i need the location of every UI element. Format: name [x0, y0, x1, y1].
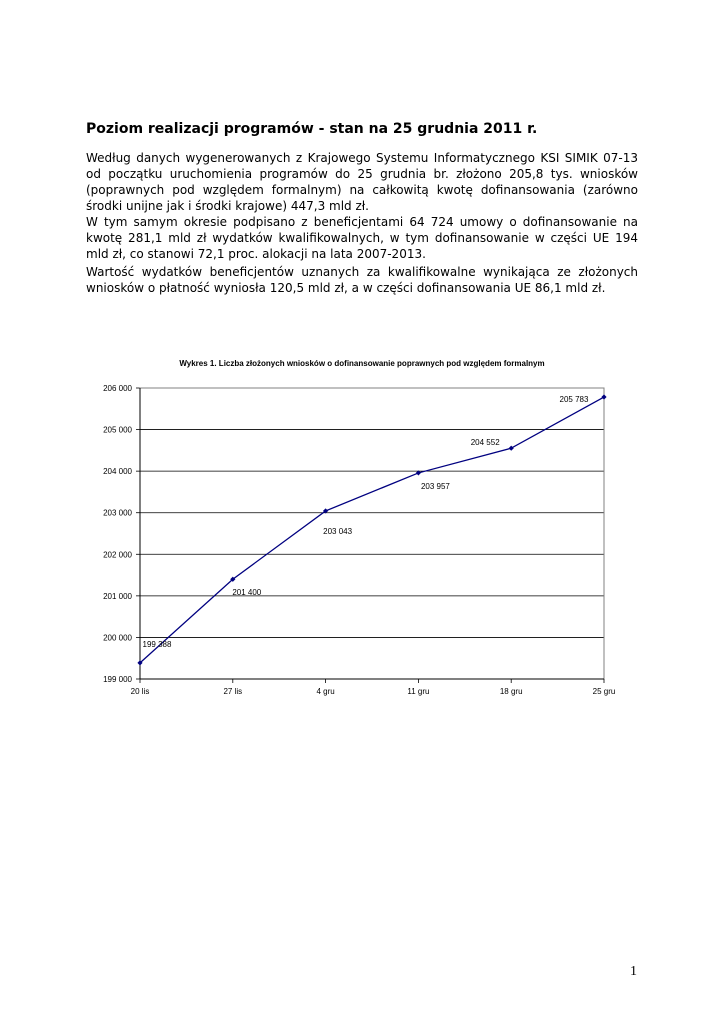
data-label: 199 388	[142, 639, 172, 649]
data-label: 201 400	[232, 588, 262, 598]
y-tick-label: 199 000	[103, 675, 132, 684]
x-tick-label: 11 gru	[407, 687, 430, 696]
chart-title: Wykres 1. Liczba złożonych wniosków o dofinansowanie poprawnych pod względem formalnym	[179, 359, 545, 368]
x-tick-label: 25 gru	[592, 687, 616, 696]
y-tick-label: 204 000	[103, 467, 132, 477]
data-label: 204 552	[470, 438, 500, 448]
page-number: 1	[630, 964, 637, 979]
data-label: 205 783	[559, 395, 589, 405]
data-point	[601, 394, 606, 399]
data-label: 203 043	[323, 526, 353, 536]
plot-frame	[140, 388, 604, 679]
y-tick-label: 203 000	[103, 508, 132, 518]
y-tick-label: 201 000	[103, 591, 132, 601]
paragraph-applications: Według danych wygenerowanych z Krajowego Systemu Informatycznego KSI SIMIK 07-13 od początku uruchomienia programów do 25 grudnia br. złożono 205,8 tys. wniosków (poprawnych pod względem formalnym) na całkowitą kwotę dofinansowania (zarówno środki unijne jak i środki krajowe) 447,3 mld zł.	[86, 151, 638, 213]
data-point	[509, 446, 514, 451]
paragraph-contracts: W tym samym okresie podpisano z beneficjentami 64 724 umowy o dofinansowanie na kwotę 281,1 mld zł wydatków kwalifikowalnych, w tym dofinansowanie w części UE 194 mld zł, co stanowi 72,1 proc. alokacji na lata 2007-2013.	[86, 215, 638, 261]
x-tick-label: 20 lis	[130, 687, 150, 696]
series-line	[140, 397, 604, 663]
y-tick-label: 202 000	[103, 550, 132, 560]
data-label: 203 957	[420, 481, 450, 491]
x-tick-label: 4 gru	[316, 687, 335, 696]
x-tick-label: 27 lis	[223, 687, 243, 696]
y-tick-label: 205 000	[103, 425, 132, 435]
page-title: Poziom realizacji programów - stan na 25 grudnia 2011 r.	[86, 121, 538, 137]
y-tick-label: 206 000	[103, 384, 132, 393]
x-tick-label: 18 gru	[499, 687, 523, 696]
paragraph-payments: Wartość wydatków beneficjentów uznanych za kwalifikowalne wynikająca ze złożonych wniosków o płatność wyniosła 120,5 mld zł, a w części dofinansowania UE 86,1 mld zł.	[86, 265, 638, 295]
y-tick-label: 200 000	[103, 633, 132, 643]
